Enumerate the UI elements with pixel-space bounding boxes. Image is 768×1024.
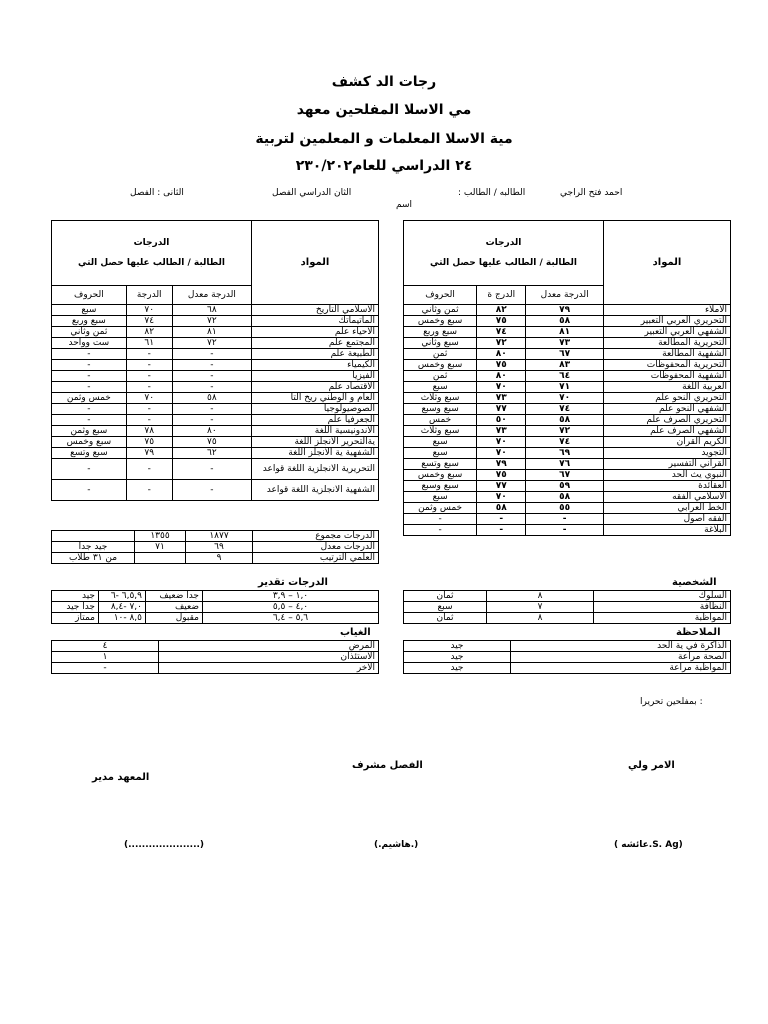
subject-cell: البلاغة: [604, 525, 731, 536]
reason-cell: المرض: [159, 641, 379, 652]
grade-label-cell: ممتاز: [52, 613, 99, 624]
letters-cell: -: [404, 514, 477, 525]
letters-cell: [52, 531, 135, 542]
letters-cell: سبع وثلاث: [404, 426, 477, 437]
avg-cell: ١٨٧٧: [186, 531, 253, 542]
letters-cell: ثمن: [404, 349, 477, 360]
table-row: [52, 531, 379, 542]
letters-cell: سبع وخمس: [404, 360, 477, 371]
avg-cell: ٩: [186, 553, 253, 564]
grade-cell: ٦١: [126, 338, 172, 349]
grade-label-cell: جيد: [52, 591, 99, 602]
grade-cell: -: [126, 360, 172, 371]
table-row: [404, 426, 731, 437]
title-4: ٢٤ الدراسي للعام٢٣٠/٢٠٢: [295, 158, 473, 174]
subject-cell: التحريري الصرف علم: [604, 415, 731, 426]
class-label: الثانى : الفصل: [130, 188, 184, 198]
letters-cell: سبع وتسع: [52, 448, 127, 459]
table-row: [404, 327, 731, 338]
avg-cell: ٦٩: [526, 448, 604, 459]
avg-cell: -: [526, 514, 604, 525]
avg-cell: ٦٤: [526, 371, 604, 382]
subject-cell: النبوي يث الحد: [604, 470, 731, 481]
table-row: [404, 492, 731, 503]
avg-header: الدرجة معدل: [526, 286, 604, 305]
table-row: [52, 591, 379, 602]
grades-header: الدرجات: [133, 238, 170, 248]
subject-cell: العقائدة: [604, 481, 731, 492]
grade-cell: -: [126, 349, 172, 360]
subject-cell: الشفهي النحو علم: [604, 404, 731, 415]
table-row: [52, 480, 379, 501]
table-row: [404, 415, 731, 426]
table-row: [404, 663, 731, 674]
table-row: [404, 448, 731, 459]
subject-cell: الاملاء: [604, 305, 731, 316]
subject-cell: المجتمع علم: [252, 338, 379, 349]
grade-cell: ٥٠: [477, 415, 526, 426]
note-cell: الصحة مراعة: [511, 652, 731, 663]
count-cell: ١: [52, 652, 159, 663]
letters-cell: -: [404, 525, 477, 536]
table-row: [52, 371, 379, 382]
grade-cell: -: [126, 371, 172, 382]
avg-cell: ٦٢: [172, 448, 251, 459]
grade-cell: [135, 553, 186, 564]
guardian-signature: ( عائشه.S. Ag): [614, 840, 683, 850]
avg-cell: ٥٨: [526, 492, 604, 503]
subject-cell: التحريري العربي التعبير: [604, 316, 731, 327]
written-place: بمفلحين تحريرا :: [640, 697, 703, 707]
table-row: [404, 470, 731, 481]
grade-cell: ٧٥: [126, 437, 172, 448]
letters-cell: خمس: [404, 415, 477, 426]
grade-cell: ٧٠: [477, 448, 526, 459]
letters-cell: سبع وخمس: [404, 316, 477, 327]
title-2: مي الاسلا المفلحين معهد: [296, 102, 472, 118]
grade-cell: -: [126, 382, 172, 393]
grade-cell: ٧: [487, 602, 594, 613]
avg-cell: ٧٢: [526, 426, 604, 437]
letters-header: الحروف: [404, 286, 477, 305]
table-row: [404, 602, 731, 613]
table-row: [404, 393, 731, 404]
right-grades-table: [403, 220, 731, 536]
subject-cell: الجعرفيا علم: [252, 415, 379, 426]
avg-cell: ٦٧: [526, 470, 604, 481]
grade-cell: ٧٢: [477, 338, 526, 349]
letters-cell: -: [52, 404, 127, 415]
avg-cell: ٧١: [526, 382, 604, 393]
table-row: [52, 613, 379, 624]
director-label: المعهد مدير: [92, 772, 150, 783]
subject-cell: الاسلامي التاريخ: [252, 305, 379, 316]
table-row: [52, 316, 379, 327]
absence-table: [51, 640, 379, 674]
letters-cell: ثمن: [404, 371, 477, 382]
subject-cell: الفقه اصول: [604, 514, 731, 525]
table-row: [52, 349, 379, 360]
avg-cell: -: [172, 459, 251, 480]
grade-range-cell: ٧,٠ -٨,٤: [99, 602, 146, 613]
letters-cell: من ٣١ طلاب: [52, 553, 135, 564]
subject-cell: العربية اللغة: [604, 382, 731, 393]
table-row: [404, 652, 731, 663]
grade-cell: ٧٠: [126, 393, 172, 404]
table-row: [404, 525, 731, 536]
table-row: [404, 503, 731, 514]
avg-cell: -: [172, 480, 251, 501]
table-row: [404, 305, 731, 316]
name-label: اسم: [396, 200, 413, 210]
table-row: [404, 514, 731, 525]
table-row: [52, 382, 379, 393]
letters-cell: سبع وثمن: [52, 426, 127, 437]
avg-cell: ٧٢: [172, 316, 251, 327]
table-row: [52, 305, 379, 316]
grade-cell: ٨: [487, 613, 594, 624]
subject-cell: الاقتصاد علم: [252, 382, 379, 393]
avg-cell: -: [172, 349, 251, 360]
personality-title: الشخصية: [672, 577, 717, 588]
table-row: [52, 448, 379, 459]
grade-cell: -: [477, 514, 526, 525]
left-grades-table: [51, 220, 379, 501]
subject-cell: الصوصيولوجيا: [252, 404, 379, 415]
avg-cell: ٥٨: [526, 415, 604, 426]
grade-range-cell: ١,٠ – ٣,٩: [203, 591, 379, 602]
table-row: [52, 360, 379, 371]
grade-cell: ٨: [487, 591, 594, 602]
subject-cell: الشفهية المحفوظات: [604, 371, 731, 382]
subject-cell: العام و الوطني ريخ التا: [252, 393, 379, 404]
grade-cell: ٧٧: [477, 404, 526, 415]
avg-cell: ٧٥: [172, 437, 251, 448]
grade-label-cell: ضعيف: [146, 602, 203, 613]
subject-cell: الاحياء علم: [252, 327, 379, 338]
grade-cell: -: [126, 459, 172, 480]
letters-cell: -: [52, 371, 127, 382]
earned-header: الطالبة / الطالب عليها حصل التي: [429, 258, 578, 268]
letters-cell: سبع: [404, 437, 477, 448]
subject-cell: الدرجات مجموع: [253, 531, 379, 542]
avg-cell: ٧٣: [526, 338, 604, 349]
subject-cell: الشفهي الصرف علم: [604, 426, 731, 437]
subject-cell: الماتيماتك: [252, 316, 379, 327]
letters-cell: ست وواحد: [52, 338, 127, 349]
grade-cell: ٨٠: [477, 349, 526, 360]
trait-cell: السلوك: [594, 591, 731, 602]
subjects-header: المواد: [604, 221, 731, 305]
subject-cell: الطبيعة علم: [252, 349, 379, 360]
letters-cell: سبع وتسع: [404, 459, 477, 470]
grade-cell: ٧٧: [477, 481, 526, 492]
note-value-cell: جيد: [404, 652, 511, 663]
supervisor-label: الفصل مشرف: [352, 760, 423, 771]
avg-cell: -: [172, 382, 251, 393]
letters-cell: ثمن وثاني: [404, 305, 477, 316]
table-row: [404, 591, 731, 602]
letters-cell: سبع: [404, 492, 477, 503]
letters-cell: -: [52, 360, 127, 371]
subject-cell: التحريري النحو علم: [604, 393, 731, 404]
grade-cell: ٧٥: [477, 470, 526, 481]
grade-label-cell: مقبول: [146, 613, 203, 624]
letters-cell: سبع وسبع: [404, 481, 477, 492]
subject-cell: الشفهي العربي التعبير: [604, 327, 731, 338]
table-row: [52, 404, 379, 415]
reason-cell: الاستئذان: [159, 652, 379, 663]
table-row: [52, 542, 379, 553]
table-row: [404, 338, 731, 349]
subject-cell: الاسلامي الفقه: [604, 492, 731, 503]
letters-cell: خمس وثمن: [404, 503, 477, 514]
letters-cell: سبع وخمس: [404, 470, 477, 481]
letters-header: الحروف: [52, 286, 127, 305]
term-label: الثان الدراسي الفصل: [272, 188, 352, 198]
grading-title: الدرجات تقدير: [258, 577, 328, 588]
grade-cell: ٧٠: [477, 437, 526, 448]
grade-cell: ٧٠: [126, 305, 172, 316]
supervisor-signature: (.هاشيم.): [374, 840, 419, 850]
grade-cell: ٧١: [135, 542, 186, 553]
grade-header: الدرج ة: [477, 286, 526, 305]
letters-cell: جيد جدا: [52, 542, 135, 553]
avg-cell: ٥٩: [526, 481, 604, 492]
table-row: [52, 327, 379, 338]
grade-cell: -: [126, 404, 172, 415]
absence-title: الغياب: [340, 627, 371, 638]
subject-cell: الخط العرابي: [604, 503, 731, 514]
avg-cell: ٥٨: [526, 316, 604, 327]
letters-cell: ثمان: [404, 591, 487, 602]
subject-cell: الدرجات معدل: [253, 542, 379, 553]
table-row: [404, 459, 731, 470]
avg-cell: ٨١: [172, 327, 251, 338]
table-row: [52, 426, 379, 437]
director-signature: (.....................): [124, 840, 205, 850]
table-row: [404, 437, 731, 448]
guardian-label: الامر ولي: [628, 760, 675, 771]
avg-cell: -: [172, 371, 251, 382]
avg-cell: ٦٧: [526, 349, 604, 360]
trait-cell: المواظبة: [594, 613, 731, 624]
subject-cell: الشفهية ية الانجلز اللغة: [252, 448, 379, 459]
grade-cell: ٧٣: [477, 426, 526, 437]
avg-cell: ٥٥: [526, 503, 604, 514]
subject-cell: الشفهية المطالعة: [604, 349, 731, 360]
grade-cell: ٧٩: [126, 448, 172, 459]
letters-cell: سبع وربع: [52, 316, 127, 327]
subject-cell: يةالتحرير الانجلز اللغة: [252, 437, 379, 448]
grade-cell: ٧٥: [477, 360, 526, 371]
grade-cell: ٥٨: [477, 503, 526, 514]
student-label: : الطالبه / الطالب: [458, 188, 526, 198]
table-row: [404, 316, 731, 327]
grade-cell: ١٣٥٥: [135, 531, 186, 542]
grade-label-cell: جدا ضعيف: [146, 591, 203, 602]
subject-cell: القراني التفسير: [604, 459, 731, 470]
grade-cell: ٧٣: [477, 393, 526, 404]
table-row: [404, 382, 731, 393]
table-row: [404, 613, 731, 624]
letters-cell: سبع: [404, 382, 477, 393]
letters-cell: -: [52, 415, 127, 426]
subject-cell: التجويد: [604, 448, 731, 459]
table-row: [52, 553, 379, 564]
note-value-cell: جيد: [404, 663, 511, 674]
grade-cell: ٧٩: [477, 459, 526, 470]
letters-cell: -: [52, 349, 127, 360]
avg-cell: ٧٤: [526, 404, 604, 415]
avg-cell: ٨٠: [172, 426, 251, 437]
trait-cell: النظافة: [594, 602, 731, 613]
grade-cell: ٧٨: [126, 426, 172, 437]
table-row: [404, 481, 731, 492]
grade-cell: -: [477, 525, 526, 536]
avg-cell: ٧٦: [526, 459, 604, 470]
grade-cell: ٧٠: [477, 382, 526, 393]
letters-cell: سبع وخمس: [52, 437, 127, 448]
count-cell: ٤: [52, 641, 159, 652]
avg-cell: ٧٢: [172, 338, 251, 349]
letters-cell: سبع وسبع: [404, 404, 477, 415]
avg-cell: -: [526, 525, 604, 536]
subject-cell: العلمي الترتيب: [253, 553, 379, 564]
letters-cell: ثمن وثاني: [52, 327, 127, 338]
subject-cell: التحريرية المحفوظات: [604, 360, 731, 371]
grade-cell: ٧٤: [477, 327, 526, 338]
avg-cell: ٨١: [526, 327, 604, 338]
subject-cell: الفيزيا: [252, 371, 379, 382]
title-1: رجات الد كشف: [331, 74, 437, 90]
subjects-header: المواد: [252, 221, 379, 305]
table-row: [52, 459, 379, 480]
grade-cell: ٨٢: [477, 305, 526, 316]
student-name: احمد فتح الراجي: [560, 188, 623, 198]
count-cell: -: [52, 663, 159, 674]
subject-cell: الكريم القران: [604, 437, 731, 448]
table-row: [404, 371, 731, 382]
avg-cell: ٦٩: [186, 542, 253, 553]
grade-range-cell: ٥,٦ – ٦,٤: [203, 613, 379, 624]
notes-title: الملاحظة: [676, 627, 721, 638]
table-row: [404, 404, 731, 415]
table-row: [52, 393, 379, 404]
letters-cell: سبع: [404, 602, 487, 613]
grade-range-cell: ٦,٥,٩ -٦: [99, 591, 146, 602]
letters-cell: سبع: [52, 305, 127, 316]
avg-cell: ٦٨: [172, 305, 251, 316]
grading-table: [51, 590, 379, 624]
grades-header: الدرجات: [485, 238, 522, 248]
grade-range-cell: ٨,٥ -١٠: [99, 613, 146, 624]
subject-cell: الاندونيسية اللغة: [252, 426, 379, 437]
letters-cell: سبع: [404, 448, 477, 459]
grade-cell: ٧٥: [477, 316, 526, 327]
avg-cell: ٧٠: [526, 393, 604, 404]
table-row: [52, 652, 379, 663]
table-row: [52, 663, 379, 674]
earned-header: الطالبة / الطالب عليها حصل التي: [77, 258, 226, 268]
table-row: [404, 349, 731, 360]
letters-cell: خمس وثمن: [52, 393, 127, 404]
table-row: [52, 415, 379, 426]
grade-cell: ٧٤: [126, 316, 172, 327]
notes-table: [403, 640, 731, 674]
letters-cell: -: [52, 480, 127, 501]
avg-cell: ٧٩: [526, 305, 604, 316]
letters-cell: سبع وربع: [404, 327, 477, 338]
avg-cell: -: [172, 360, 251, 371]
letters-cell: سبع وثلاث: [404, 393, 477, 404]
reason-cell: الاخر: [159, 663, 379, 674]
table-row: [404, 641, 731, 652]
avg-header: الدرجة معدل: [172, 286, 251, 305]
note-cell: المواظبة مراعة: [511, 663, 731, 674]
table-row: [52, 338, 379, 349]
grade-cell: ٨٢: [126, 327, 172, 338]
title-3: مية الاسلا المعلمات و المعلمين لتربية: [255, 131, 513, 147]
table-row: [404, 360, 731, 371]
grade-cell: -: [126, 480, 172, 501]
grade-header: الدرجة: [126, 286, 172, 305]
note-value-cell: جيد: [404, 641, 511, 652]
table-row: [52, 641, 379, 652]
grade-cell: ٨٠: [477, 371, 526, 382]
avg-cell: ٨٣: [526, 360, 604, 371]
avg-cell: -: [172, 415, 251, 426]
table-row: [52, 437, 379, 448]
avg-cell: -: [172, 404, 251, 415]
grade-cell: -: [126, 415, 172, 426]
grade-range-cell: ٤,٠ – ٥,٥: [203, 602, 379, 613]
grade-label-cell: جدا جيد: [52, 602, 99, 613]
grade-cell: ٧٠: [477, 492, 526, 503]
table-row: [52, 602, 379, 613]
personality-table: [403, 590, 731, 624]
letters-cell: -: [52, 382, 127, 393]
avg-cell: ٥٨: [172, 393, 251, 404]
letters-cell: سبع وثاني: [404, 338, 477, 349]
avg-cell: ٧٤: [526, 437, 604, 448]
totals-table: [51, 530, 379, 564]
letters-cell: -: [52, 459, 127, 480]
subject-cell: التحريرية المطالعة: [604, 338, 731, 349]
subject-cell: التحريرية الانجلزية اللغة قواعد: [252, 459, 379, 480]
note-cell: الذاكرة في ية الحد: [511, 641, 731, 652]
subject-cell: الكيمياء: [252, 360, 379, 371]
letters-cell: ثمان: [404, 613, 487, 624]
subject-cell: الشفهية الانجلزية اللغة قواعد: [252, 480, 379, 501]
